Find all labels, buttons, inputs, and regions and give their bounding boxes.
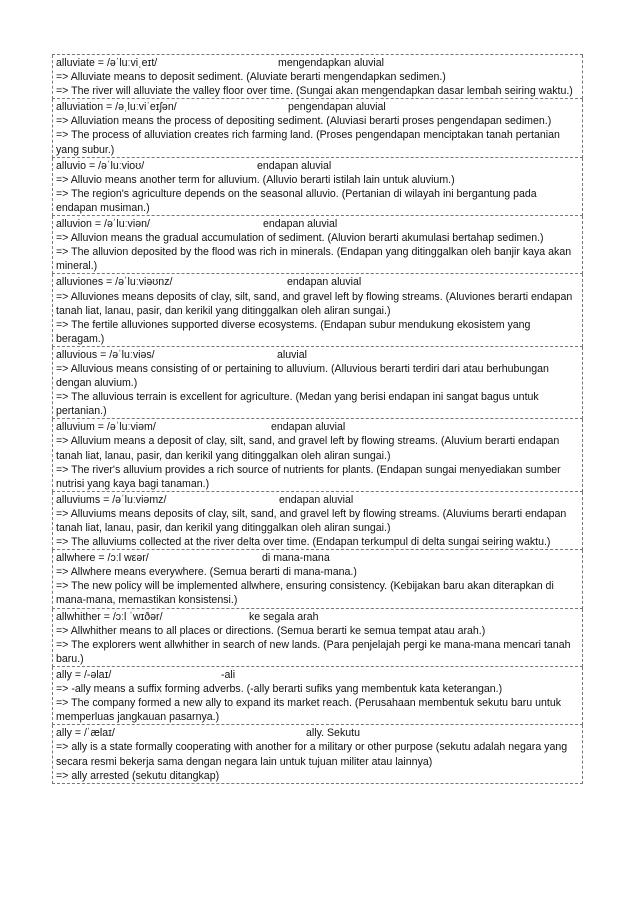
example-line: => The new policy will be implemented allwhere, ensuring consistency. (Kebijakan baru akan diterapkan di mana-mana, memastikan konsistensi.) — [56, 580, 554, 607]
example-line: => The company formed a new ally to expand its market reach. (Perusahaan membentuk sekutu baru untuk memperluas jangkauan pasarnya.) — [56, 697, 562, 724]
dictionary-entry — [52, 492, 583, 550]
example-line: => The region's agriculture depends on the seasonal alluvio. (Pertanian di wilayah ini bergantung pada endapan musiman.) — [56, 187, 537, 214]
entry-header — [56, 551, 580, 565]
dictionary-entry — [52, 274, 583, 346]
entry-header — [56, 217, 580, 231]
headword: alluvium = /əˈluːviəm/ — [56, 421, 156, 434]
example-line: => Alluvious means consisting of or pertaining to alluvium. (Alluvious berarti terdiri dari atau berhubungan dengan aluvium.) — [56, 362, 549, 390]
headword: alluviones = /əˈluːviəʊnz/ — [56, 276, 173, 289]
example-line: => Alluviums means deposits of clay, silt, sand, and gravel left by flowing streams. (Aluviums berarti endapan tanah liat, lanau, pasir, dan kerikil yang ditinggalkan oleh aliran sungai.) — [56, 507, 567, 534]
dictionary-entry — [52, 419, 583, 491]
example-line: => The river's alluvium provides a rich source of nutrients for plants. (Endapan sungai menyediakan sumber nutrisi yang kaya bagi tanaman.) — [56, 463, 561, 490]
headword: allwhere = /ɔːl wεər/ — [56, 552, 149, 565]
translation: mengendapkan aluvial — [278, 57, 385, 69]
entry-header — [56, 348, 580, 362]
translation: endapan aluvial — [287, 276, 362, 289]
headword: alluviation = /əˌluːviˈeɪʃən/ — [56, 101, 177, 114]
translation: endapan aluvial — [257, 159, 332, 172]
headword: allwhither = /ɔːl ˈwɪðər/ — [56, 610, 163, 623]
example-line: => Alluviate means to deposit sediment. (Aluviate berarti mengendapkan sedimen.) — [56, 71, 446, 84]
example-line: => The fertile alluviones supported diverse ecosystems. (Endapan subur mendukung ekosistem yang beragam.) — [56, 318, 531, 345]
headword: alluviate = /əˈluːviˌeɪt/ — [56, 57, 158, 69]
entry-header — [56, 56, 580, 70]
translation: ke segala arah — [249, 610, 319, 623]
dictionary-entry — [52, 158, 583, 216]
entry-header — [56, 726, 580, 740]
example-line: => Allwhere means everywhere. (Semua berarti di mana-mana.) — [56, 566, 357, 579]
example-line: => The alluviums collected at the river delta over time. (Endapan terkumpul di delta sungai seiring waktu.) — [56, 536, 551, 549]
example-line: => The alluvious terrain is excellent for agriculture. (Medan yang berisi endapan ini sangat bagus untuk pertanian.) — [56, 391, 539, 418]
example-line: => Alluvio means another term for alluvium. (Alluvio berarti istilah lain untuk aluvium.) — [56, 173, 455, 186]
example-line: => ally is a state formally cooperating with another for a military or other purpose (sekutu adalah negara yang secara resmi bekerja sama dengan negara lain untuk tujuan militer atau lainnya) — [56, 741, 568, 768]
translation: ally. Sekutu — [306, 727, 360, 740]
translation: endapan aluvial — [263, 218, 338, 231]
headword: alluvion = /əˈluːviən/ — [56, 218, 150, 231]
dictionary-entry — [52, 609, 583, 667]
example-line: => Alluvion means the gradual accumulation of sediment. (Aluvion berarti akumulasi bertahap sedimen.) — [56, 232, 544, 245]
translation: aluvial — [277, 348, 308, 361]
entry-header — [56, 610, 580, 624]
dictionary-entry — [52, 99, 583, 157]
dictionary-entry — [52, 725, 583, 783]
dictionary-entry — [52, 347, 583, 419]
example-line: => The process of alluviation creates rich farming land. (Proses pengendapan menciptakan tanah pertanian yang subur.) — [56, 129, 560, 156]
headword: ally = /-əlaɪ/ — [56, 668, 112, 681]
entry-header — [56, 100, 580, 114]
translation: -ali — [221, 668, 236, 681]
entry-header — [56, 275, 580, 289]
entry-header — [56, 159, 580, 173]
example-line: => Alluviation means the process of depositing sediment. (Aluviasi berarti proses pengendapan sedimen.) — [56, 115, 552, 128]
dictionary-entry — [52, 667, 583, 725]
headword: alluvious = /əˈluːviəs/ — [56, 348, 155, 361]
example-line: => Alluviones means deposits of clay, silt, sand, and gravel left by flowing streams. (Aluviones berarti endapan tanah liat, lanau, pasir, dan kerikil yang ditinggalkan oleh aliran sungai.) — [56, 290, 573, 317]
example-line: => -ally means a suffix forming adverbs. (-ally berarti sufiks yang membentuk kata keterangan.) — [56, 683, 503, 696]
translation: endapan aluvial — [271, 421, 346, 434]
example-line: => Allwhither means to all places or directions. (Semua berarti ke semua tempat atau arah.) — [56, 624, 486, 637]
example-line: => The river will alluviate the valley floor over time. (Sungai akan mengendapkan dasar lembah seiring waktu.) — [56, 85, 573, 98]
headword: alluvio = /əˈluːvioʊ/ — [56, 159, 145, 172]
dictionary-document — [52, 54, 583, 784]
example-line: => ally arrested (sekutu ditangkap) — [56, 769, 220, 782]
translation: di mana-mana — [262, 552, 330, 565]
headword: alluviums = /əˈluːviəmz/ — [56, 493, 167, 506]
dictionary-entry — [52, 216, 583, 274]
translation: pengendapan aluvial — [288, 101, 386, 114]
translation: endapan aluvial — [279, 493, 354, 506]
dictionary-entry — [52, 55, 583, 99]
headword: ally = /ˈælaɪ/ — [56, 727, 115, 740]
example-line: => The explorers went allwhither in search of new lands. (Para penjelajah pergi ke mana-mana mencari tanah baru.) — [56, 638, 571, 665]
dictionary-entry — [52, 550, 583, 608]
entry-header — [56, 493, 580, 507]
example-line: => Alluvium means a deposit of clay, silt, sand, and gravel left by flowing streams. (Aluvium berarti endapan tanah liat, lanau, pasir, dan kerikil yang ditinggalkan oleh aliran sungai.) — [56, 435, 560, 462]
entry-header — [56, 668, 580, 682]
entry-header — [56, 420, 580, 434]
example-line: => The alluvion deposited by the flood was rich in minerals. (Endapan yang ditinggalkan oleh banjir kaya akan mineral.) — [56, 246, 572, 273]
